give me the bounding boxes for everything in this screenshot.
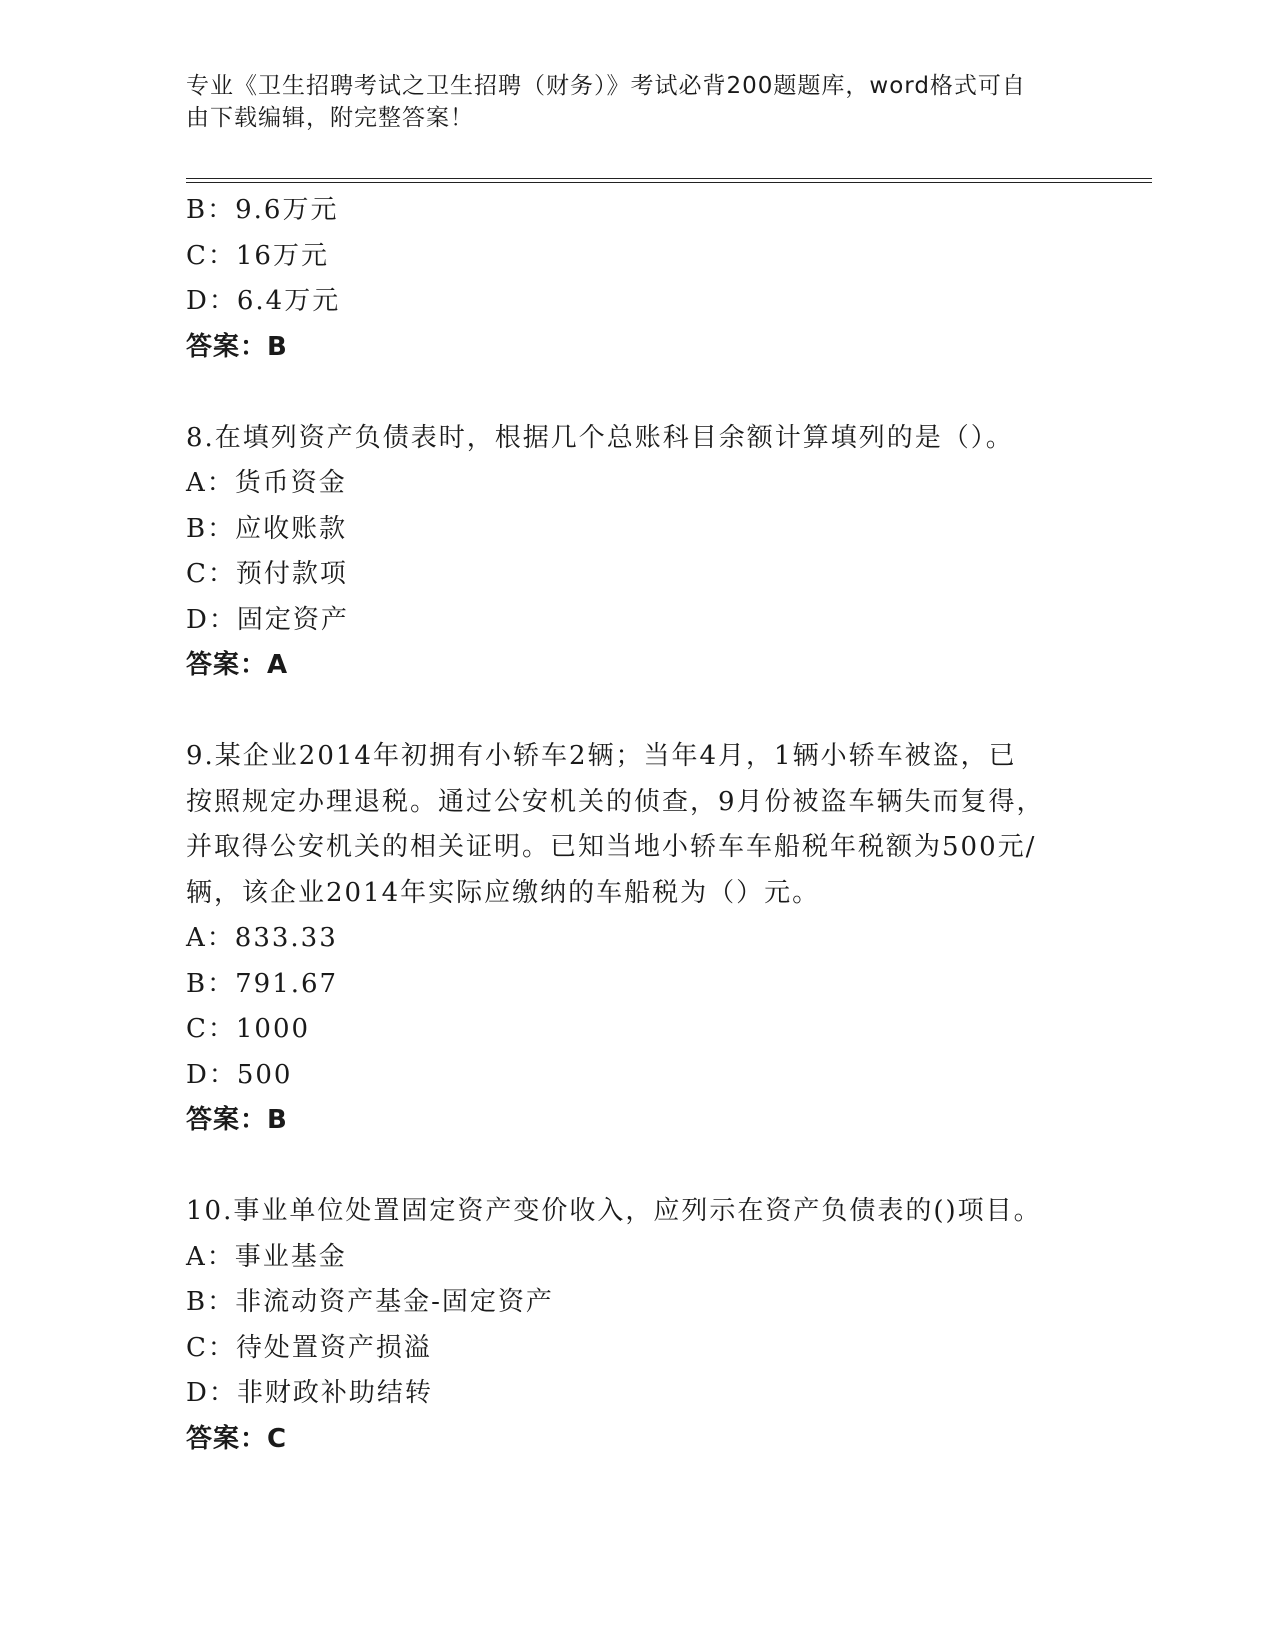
question-text: 10.事业单位处置固定资产变价收入，应列示在资产负债表的()项目。 bbox=[186, 1196, 1042, 1226]
question-list bbox=[186, 188, 1086, 1462]
spacer bbox=[186, 1144, 1086, 1190]
question-7 bbox=[186, 188, 1086, 370]
answer: 答案：C bbox=[186, 1423, 288, 1454]
option-d: D：6.4万元 bbox=[186, 286, 341, 316]
option-c: C：待处置资产损溢 bbox=[186, 1332, 432, 1363]
option-b: B：9.6万元 bbox=[186, 195, 339, 225]
spacer bbox=[186, 370, 1086, 416]
question-text-line-1: 9.某企业2014年初拥有小轿车2辆；当年4月，1辆小轿车被盗，已 bbox=[186, 741, 1017, 771]
spacer bbox=[186, 689, 1086, 735]
option-a: A：货币资金 bbox=[186, 468, 347, 498]
question-8 bbox=[186, 416, 1086, 689]
document-header bbox=[186, 70, 1066, 134]
answer: 答案：B bbox=[186, 331, 288, 362]
option-b: B：791.67 bbox=[186, 968, 339, 999]
header-divider-top bbox=[186, 178, 1152, 179]
option-d: D：500 bbox=[186, 1059, 293, 1090]
option-c: C：1000 bbox=[186, 1014, 311, 1044]
question-10 bbox=[186, 1189, 1086, 1462]
option-d: D：非财政补助结转 bbox=[186, 1378, 433, 1408]
question-9 bbox=[186, 734, 1086, 1144]
answer: 答案：B bbox=[186, 1105, 288, 1135]
option-c: C：预付款项 bbox=[186, 559, 348, 589]
question-text-line-4: 辆，该企业2014年实际应缴纳的车船税为（）元。 bbox=[186, 877, 821, 908]
header-divider-bottom bbox=[186, 182, 1152, 183]
option-a: A：事业基金 bbox=[186, 1241, 347, 1272]
option-d: D：固定资产 bbox=[186, 604, 349, 635]
question-text-line-3: 并取得公安机关的相关证明。已知当地小轿车车船税年税额为500元/ bbox=[186, 832, 1037, 862]
answer: 答案：A bbox=[186, 650, 289, 680]
option-c: C：16万元 bbox=[186, 240, 329, 271]
question-text: 8.在填列资产负债表时，根据几个总账科目余额计算填列的是（）。 bbox=[186, 422, 1014, 453]
option-a: A：833.33 bbox=[186, 923, 338, 953]
option-b: B：应收账款 bbox=[186, 513, 348, 544]
header-title-line-1: 专业《卫生招聘考试之卫生招聘（财务）》考试必背200题题库，word格式可自 bbox=[186, 73, 1026, 99]
question-text-line-2: 按照规定办理退税。通过公安机关的侦查，9月份被盗车辆失而复得， bbox=[186, 786, 1045, 817]
option-b: B：非流动资产基金-固定资产 bbox=[186, 1287, 554, 1317]
header-title-line-2: 由下载编辑，附完整答案！ bbox=[186, 105, 474, 131]
